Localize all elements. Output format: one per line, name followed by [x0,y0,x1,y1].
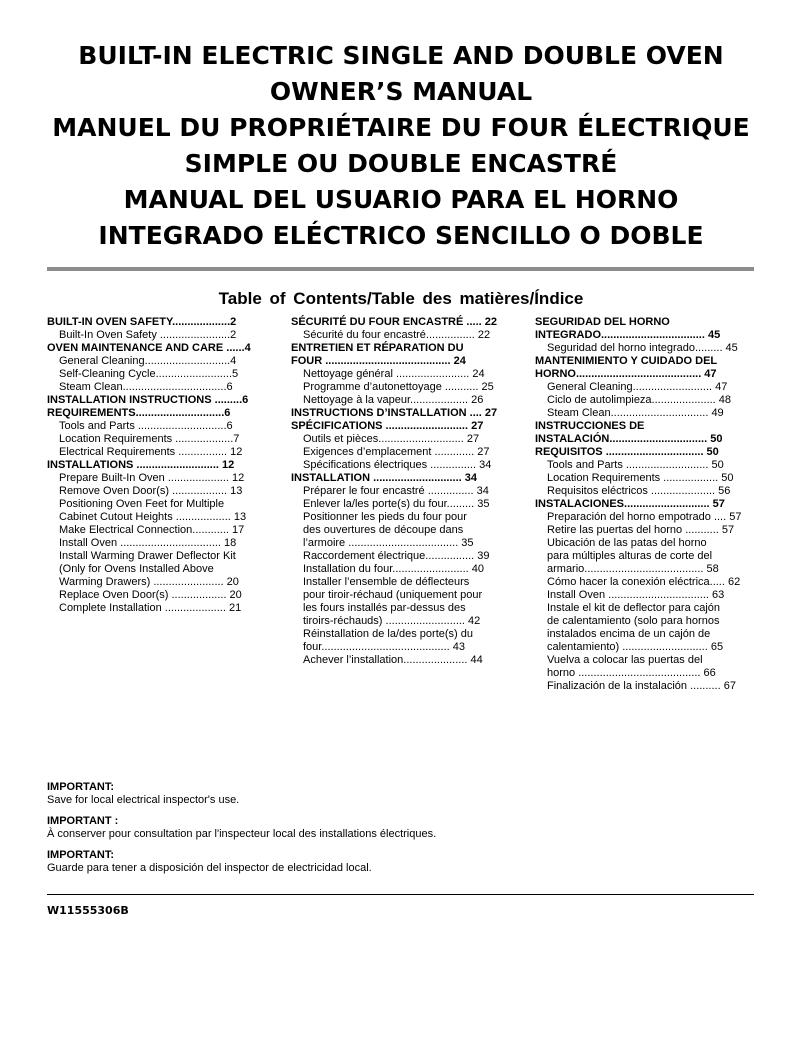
toc-section-heading: INSTRUCTIONS D’INSTALLATION .... 27 [291,407,498,419]
toc-column-french [291,316,531,667]
toc-heading: Table of Contents/Table des matières/Índice [218,289,584,308]
toc-entry: Remove Oven Door(s) .................. 13 [59,485,243,497]
toc-entry: four.......................................... 43 [303,641,465,653]
note-heading: IMPORTANT: [47,781,115,793]
title-line-1: BUILT-IN ELECTRIC SINGLE AND DOUBLE OVEN [78,41,724,70]
title-line-6: INTEGRADO ELÉCTRICO SENCILLO O DOBLE [98,221,704,250]
toc-entry: Raccordement électrique................ 39 [303,550,490,562]
toc-section-heading: INSTALLATION INSTRUCTIONS .........6 [47,394,249,406]
toc-entry: Tools and Parts ........................... 50 [547,459,724,471]
toc-entry: Install Warming Drawer Deflector Kit [59,550,236,562]
toc-section-heading: FOUR ......................................... 24 [291,355,466,367]
toc-entry: Steam Clean..................................6 [59,381,233,393]
toc-section-heading: INSTALLATIONS ........................... 12 [47,459,235,471]
toc-entry: Steam Clean................................ 49 [547,407,724,419]
toc-section-heading: INTEGRADO.................................. 45 [535,329,721,341]
note-heading: IMPORTANT : [47,815,119,827]
toc-entry: Positioning Oven Feet for Multiple [59,498,225,510]
toc-section-heading: SEGURIDAD DEL HORNO [535,316,670,328]
toc-section-heading: REQUISITOS ................................ 50 [535,446,719,458]
title-line-4: SIMPLE OU DOUBLE ENCASTRÉ [184,149,618,178]
toc-entry: Warming Drawers) ....................... 20 [59,576,239,588]
toc-entry: Préparer le four encastré ............... 34 [303,485,489,497]
note-text: Guarde para tener a disposición del inspector de electricidad local. [47,862,372,874]
note-spanish [47,849,757,875]
toc-entry: Location Requirements .................. 50 [547,472,734,484]
note-text: Save for local electrical inspector's use. [47,794,240,806]
toc-section-heading: INSTALACIÓN................................ 50 [535,433,723,445]
note-english [47,781,757,807]
toc-section-heading: INSTALLATION ............................. 34 [291,472,478,484]
toc-entry: Nettoyage à la vapeur................... 26 [303,394,484,406]
toc-entry: Install Oven ................................. 63 [547,589,725,601]
toc-entry: Make Electrical Connection............ 17 [59,524,245,536]
toc-entry: Location Requirements ...................7 [59,433,240,445]
bottom-divider [47,894,754,895]
toc-entry: Outils et pièces............................ 27 [303,433,480,445]
toc-entry: Seguridad del horno integrado......... 45 [547,342,738,354]
toc-entry: Cabinet Cutout Heights .................. 13 [59,511,247,523]
part-number: W11555306B [47,904,129,917]
toc-entry: les fours installés par-dessus des [303,602,466,614]
toc-entry: General Cleaning............................4 [59,355,237,367]
note-text: À conserver pour consultation par l'inspecteur local des installations électriques. [47,828,437,840]
toc-entry: Sécurité du four encastré................ 22 [303,329,491,341]
toc-entry: Retire las puertas del horno ........... 57 [547,524,735,536]
toc-section-heading: INSTALACIONES............................ 57 [535,498,725,510]
toc-section-heading: MANTENIMIENTO Y CUIDADO DEL [535,355,718,367]
toc-entry: des ouvertures de découpe dans [303,524,464,536]
toc-entry: pour tiroir-réchaud (uniquement pour [303,589,483,601]
toc-section-heading: INSTRUCCIONES DE [535,420,645,432]
title-line-2: OWNER’S MANUAL [269,77,533,106]
toc-entry: Nettoyage général ........................ 24 [303,368,485,380]
toc-entry: Cómo hacer la conexión eléctrica..... 62 [547,576,741,588]
toc-entry: Self-Cleaning Cycle.........................5 [59,368,239,380]
toc-entry: Complete Installation .................... 21 [59,602,242,614]
toc-entry: Ciclo de autolimpieza..................... 48 [547,394,732,406]
toc-entry: Built-In Oven Safety .......................2 [59,329,237,341]
toc-entry: Finalización de la instalación .......... 67 [547,680,736,692]
toc-section-heading: ENTRETIEN ET RÉPARATION DU [291,342,464,354]
toc-entry: Réinstallation de la/des porte(s) du [303,628,473,640]
toc-entry: Installation du four......................... 40 [303,563,484,575]
toc-section-heading: REQUIREMENTS.............................6 [47,407,231,419]
toc-entry: General Cleaning.......................... 47 [547,381,728,393]
toc-entry: de calentamiento (solo para hornos [547,615,720,627]
toc-entry: Preparación del horno empotrado .... 57 [547,511,742,523]
toc-entry: Enlever la/les porte(s) du four......... 35 [303,498,490,510]
toc-entry: Requisitos eléctricos ..................... 56 [547,485,731,497]
title-line-5: MANUAL DEL USUARIO PARA EL HORNO [123,185,679,214]
toc-entry: l’armoire .................................... 35 [303,537,474,549]
important-notes [47,781,757,883]
toc-entry: Vuelva a colocar las puertas del [547,654,703,666]
toc-entry: Achever l’installation..................... 44 [303,654,483,666]
toc-section-heading: BUILT-IN OVEN SAFETY...................2 [47,316,237,328]
toc-entry: Spécifications électriques ............... 34 [303,459,492,471]
toc-section-heading: SPÉCIFICATIONS ........................... 27 [291,420,484,432]
toc-entry: Install Oven ................................. 18 [59,537,237,549]
toc-column-spanish [535,316,770,693]
toc-entry: Prepare Built-In Oven .................... 12 [59,472,245,484]
toc-entry: instalados encima de un cajón de [547,628,711,640]
toc-entry: Electrical Requirements ................ 12 [59,446,243,458]
toc-section-heading: SÉCURITÉ DU FOUR ENCASTRÉ ..... 22 [291,316,497,328]
title-line-3: MANUEL DU PROPRIÉTAIRE DU FOUR ÉLECTRIQUE [52,113,750,142]
note-heading: IMPORTANT: [47,849,115,861]
toc-entry: (Only for Ovens Installed Above [59,563,214,575]
toc-entry: armario....................................... 58 [547,563,719,575]
toc-column-english [47,316,277,615]
toc-entry: tiroirs-réchauds) .......................... 42 [303,615,481,627]
note-french [47,815,757,841]
toc-entry: para múltiples alturas de corte del [547,550,713,562]
toc-section-heading: HORNO......................................... 47 [535,368,717,380]
toc-entry: Programme d’autonettoyage ........... 25 [303,381,494,393]
toc-entry: Installer l’ensemble de déflecteurs [303,576,470,588]
toc-entry: horno ........................................ 66 [547,667,716,679]
toc-entry: calentamiento) ............................ 65 [547,641,724,653]
top-divider [47,267,754,271]
toc-entry: Tools and Parts .............................6 [59,420,233,432]
toc-entry: Exigences d’emplacement ............. 27 [303,446,490,458]
manual-title-block [0,38,802,254]
toc-entry: Ubicación de las patas del horno [547,537,707,549]
toc-entry: Instale el kit de deflector para cajón [547,602,721,614]
toc-entry: Replace Oven Door(s) .................. 20 [59,589,242,601]
toc-section-heading: OVEN MAINTENANCE AND CARE ......4 [47,342,251,354]
toc-entry: Positionner les pieds du four pour [303,511,467,523]
